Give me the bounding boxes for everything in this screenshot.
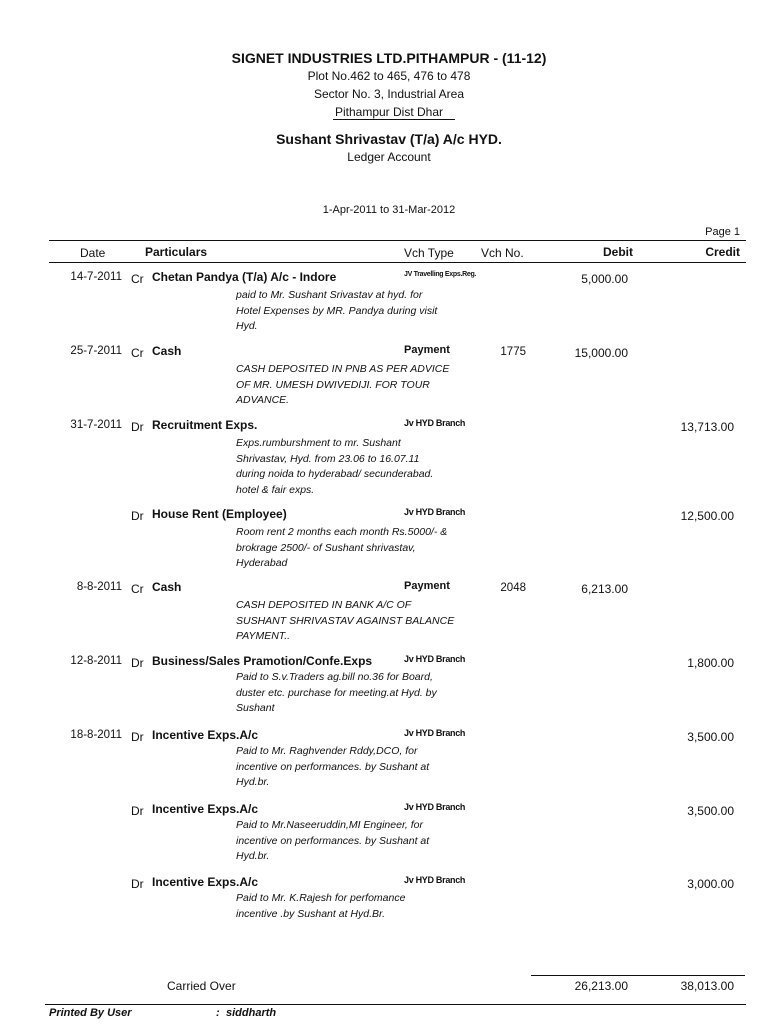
entry-credit: 3,500.00 [687,804,734,818]
entry-particulars: Incentive Exps.A/c [152,875,259,889]
entry-vch-type: Jv HYD Branch [404,728,466,738]
page-number: Page 1 [705,226,740,238]
footer-rule [45,1004,746,1005]
entry-particulars: Incentive Exps.A/c [152,728,259,742]
ledger-entry [0,506,768,582]
entry-vch-type: Jv HYD Branch [404,802,466,812]
entry-particulars: Recruitment Exps. [152,418,258,432]
entry-date: 8-8-2011 [76,581,122,593]
col-particulars: Particulars [145,245,208,259]
account-type: Ledger Account [347,150,431,164]
narration-line: Paid to Mr. Raghvender Rddy,DCO, for [236,745,418,757]
entry-credit: 3,500.00 [687,730,734,744]
narration-line: CASH DEPOSITED IN PNB AS PER ADVICE [236,363,450,375]
entry-narration [236,818,476,865]
entry-date: 12-8-2011 [70,655,122,667]
entry-date: 31-7-2011 [70,419,122,431]
narration-line: Paid to Mr. K.Rajesh for perfomance [236,892,406,904]
entry-narration [236,598,476,645]
col-vch-type: Vch Type [404,246,454,260]
entry-particulars: Chetan Pandya (T/a) A/c - Indore [152,270,337,284]
narration-line: hotel & fair exps. [236,483,315,496]
narration-line: incentive .by Sushant at Hyd.Br. [236,907,386,920]
account-name: Sushant Shrivastav (T/a) A/c HYD. [276,131,502,147]
entry-credit: 13,713.00 [680,420,734,434]
printed-by-separator: : [216,1007,220,1019]
entry-particulars: Cash [152,344,182,358]
entry-date: 14-7-2011 [70,271,122,283]
company-name: SIGNET INDUSTRIES LTD.PITHAMPUR - (11-12) [231,50,547,66]
entry-drcr: Dr [131,804,144,818]
carried-over-debit: 26,213.00 [574,979,628,993]
entry-narration [236,362,476,409]
ledger-entry [0,579,768,655]
narration-line: during noida to hyderabad/ secunderabad. [236,468,434,480]
narration-line: Hyd.br. [236,776,270,788]
narration-line: SUSHANT SHRIVASTAV AGAINST BALANCE [236,614,455,627]
col-vch-no: Vch No. [481,246,524,260]
entry-credit: 12,500.00 [680,509,734,523]
entry-vch-no: 2048 [500,582,526,594]
col-debit: Debit [603,245,633,259]
entry-particulars: House Rent (Employee) [152,507,287,521]
address-line-1: Plot No.462 to 465, 476 to 478 [307,69,471,83]
entry-vch-type: JV Travelling Exps.Reg. [404,271,477,278]
narration-line: Room rent 2 months each month Rs.5000/- & [236,526,448,538]
carried-over-credit: 38,013.00 [680,979,734,993]
col-credit: Credit [705,245,740,259]
narration-line: Paid to Mr.Naseeruddin,MI Engineer, for [236,819,423,831]
entry-vch-type: Payment [404,580,450,592]
entry-narration [236,288,476,335]
narration-line: Hyderabad [236,557,288,569]
printed-by-user: siddharth [226,1007,277,1019]
entry-date: 25-7-2011 [70,345,122,357]
entry-debit: 15,000.00 [574,346,628,360]
address-line-3: Pithampur Dist Dhar [334,105,444,119]
entry-credit: 3,000.00 [687,877,734,891]
address-line-2: Sector No. 3, Industrial Area [313,87,465,101]
narration-line: Hyd.br. [236,850,270,862]
entry-vch-type: Jv HYD Branch [404,418,466,428]
header-top-rule [49,240,746,241]
narration-line: duster etc. purchase for meeting.at Hyd. by [236,686,437,699]
entry-vch-no: 1775 [500,346,526,358]
narration-line: OF MR. UMESH DWIVEDIJI. FOR TOUR [236,378,430,391]
entry-vch-type: Jv HYD Branch [404,654,466,664]
entry-drcr: Cr [131,272,144,286]
entry-drcr: Cr [131,582,144,596]
carried-over-label: Carried Over [167,979,236,993]
narration-line: ADVANCE. [236,394,290,406]
narration-line: incentive on performances. by Sushant at [236,834,430,847]
entry-vch-type: Payment [404,344,450,356]
col-date: Date [80,246,106,260]
entry-narration [236,891,476,922]
narration-line: Sushant [236,702,275,714]
entry-narration [236,525,476,572]
entry-drcr: Cr [131,346,144,360]
entry-drcr: Dr [131,509,144,523]
ledger-entry [0,343,768,419]
entry-drcr: Dr [131,730,144,744]
narration-line: incentive on performances. by Sushant at [236,760,430,773]
entry-debit: 6,213.00 [581,582,628,596]
ledger-entry [0,417,768,496]
entry-narration [236,436,476,498]
ledger-entry [0,874,768,950]
printed-by-label: Printed By User [49,1007,132,1019]
entry-particulars: Incentive Exps.A/c [152,802,259,816]
entry-credit: 1,800.00 [687,656,734,670]
entry-particulars: Business/Sales Pramotion/Confe.Exps [152,654,373,668]
entry-drcr: Dr [131,420,144,434]
entry-date: 18-8-2011 [70,729,122,741]
entry-vch-type: Jv HYD Branch [404,875,466,885]
address-underline [333,119,455,120]
narration-line: CASH DEPOSITED IN BANK A/C OF [236,599,412,611]
narration-line: Paid to S.v.Traders ag.bill no.36 for Board, [236,671,433,683]
narration-line: paid to Mr. Sushant Srivastav at hyd. for [236,289,423,301]
entry-vch-type: Jv HYD Branch [404,507,466,517]
narration-line: Hotel Expenses by MR. Pandya during visit [236,304,438,317]
entry-drcr: Dr [131,656,144,670]
narration-line: PAYMENT.. [236,630,291,642]
ledger-entry [0,801,768,877]
totals-rule [531,975,745,976]
ledger-entry [0,269,768,345]
ledger-entry [0,653,768,729]
narration-line: Shrivastav, Hyd. from 23.06 to 16.07.11 [236,452,420,465]
period: 1-Apr-2011 to 31-Mar-2012 [322,204,456,216]
entry-narration [236,744,476,791]
ledger-entry [0,727,768,803]
entry-debit: 5,000.00 [581,272,628,286]
narration-line: Hyd. [236,320,258,332]
narration-line: brokrage 2500/- of Sushant shrivastav, [236,541,416,554]
header-bottom-rule [49,262,746,263]
entry-drcr: Dr [131,877,144,891]
entry-narration [236,670,476,717]
narration-line: Exps.rumburshment to mr. Sushant [236,437,401,449]
entry-particulars: Cash [152,580,182,594]
